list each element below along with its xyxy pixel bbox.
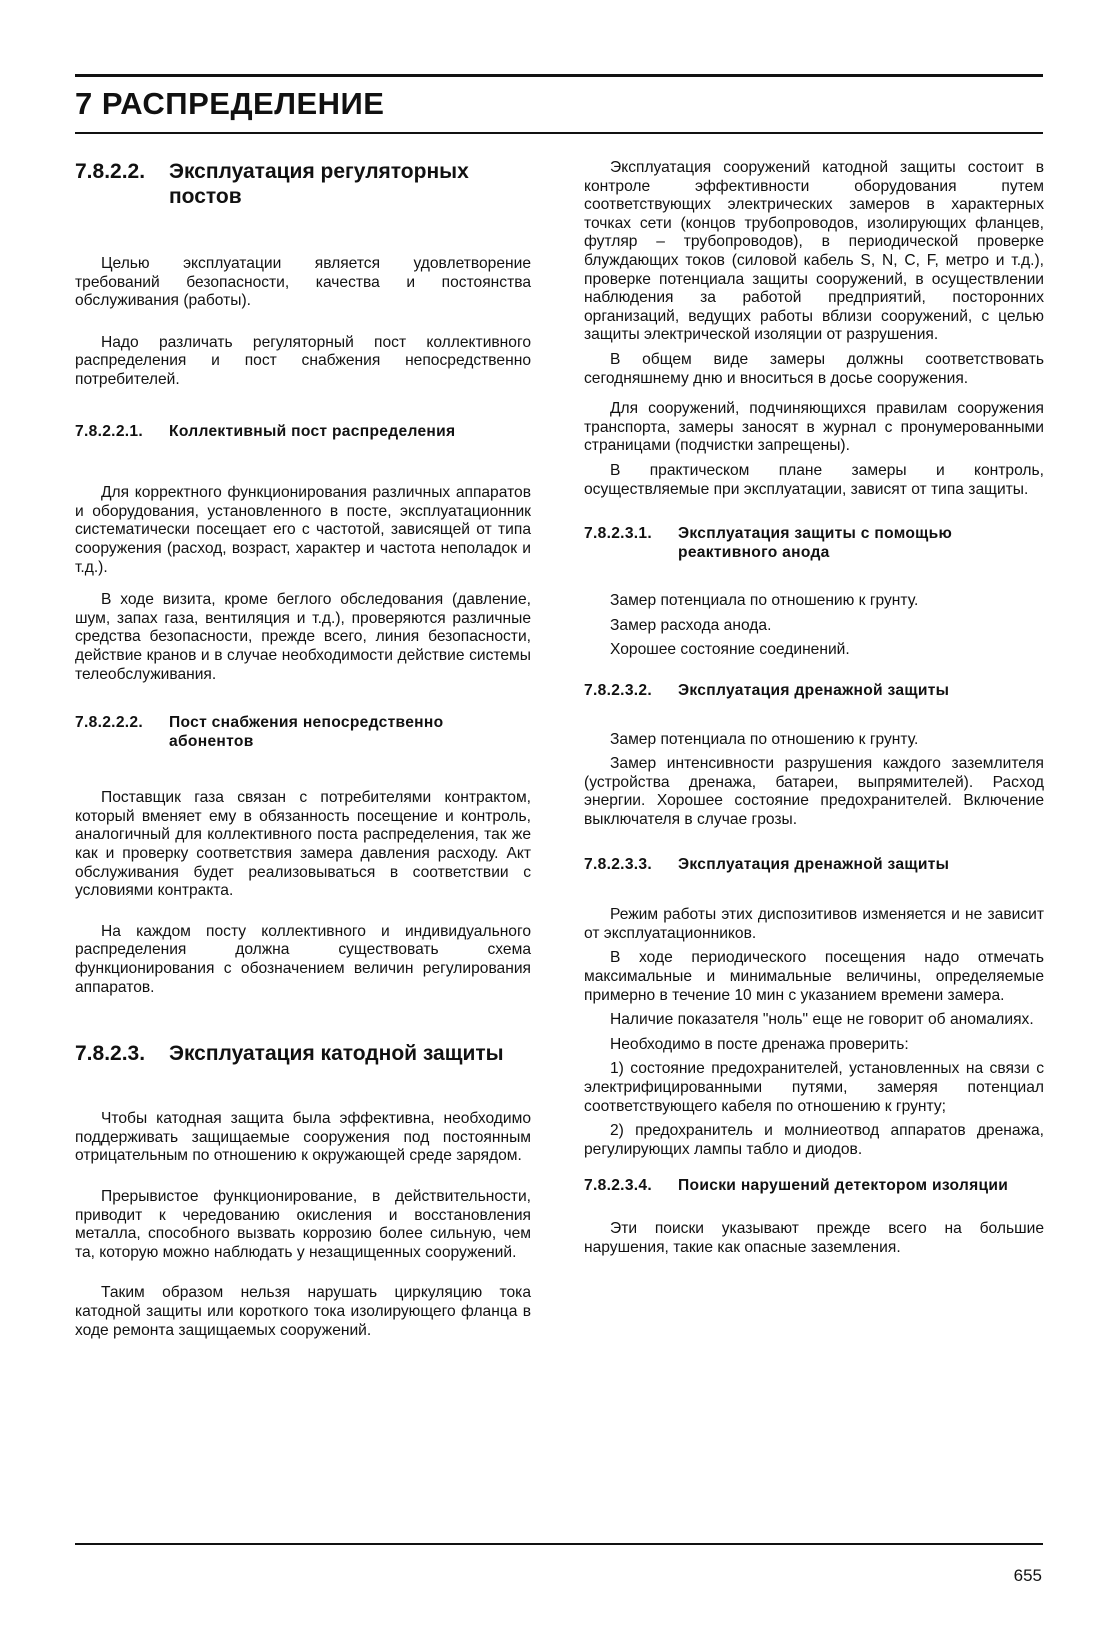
paragraph: Эти поиски указывают прежде всего на большие нарушения, такие как опасные заземления. bbox=[584, 1219, 1044, 1256]
section-title: Эксплуатация катодной защиты bbox=[169, 1042, 504, 1066]
subsection-title: Эксплуатация защиты с помощью реактивного анода bbox=[678, 525, 953, 561]
right-column bbox=[584, 159, 1044, 1271]
subsection-heading bbox=[75, 423, 531, 442]
paragraph: Поставщик газа связан с потребителями контрактом, который вменяет ему в обязанность посещение и контроль, аналогичный для коллективного поста распределения, так же как и проверку соответствия замера давления расходу. Акт обслуживания будет реализовываться в соответствии с условиями контракта. bbox=[75, 789, 531, 900]
section-title: Эксплуатация регуляторных постов bbox=[169, 160, 469, 208]
list-item: Замер потенциала по отношению к грунту. bbox=[610, 730, 919, 748]
paragraph: Для сооружений, подчиняющихся правилам сооружения транспорта, замеры заносят в журнал с пронумерованными страницами (подчистки запрещены). bbox=[584, 400, 1044, 455]
paragraph: Для корректного функционирования различных аппаратов и оборудования, установленного в посте, эксплуатационник систематически посещает его с частотой, зависящей от типа сооружения (расход, возраст, характер и частота неполадок и т.д.). bbox=[75, 484, 531, 576]
subsection-heading bbox=[584, 525, 1044, 562]
section-heading bbox=[75, 159, 531, 209]
subsection-title: Поиски нарушений детектором изоляции bbox=[678, 1177, 1009, 1195]
paragraph: 1) состояние предохранителей, установленных на связи с электрифицированными путями, замеряя потенциал соответствующего кабеля по отношению к грунту; bbox=[584, 1060, 1044, 1115]
list-item: Хорошее состояние соединений. bbox=[610, 641, 850, 659]
paragraph: Надо различать регуляторный пост коллективного распределения и пост снабжения непосредственно потребителей. bbox=[75, 333, 531, 388]
subsection-number: 7.8.2.2.1. bbox=[75, 422, 144, 440]
paragraph: В ходе визита, кроме беглого обследования (давление, шум, запах газа, вентиляция и т.д.), проверяются различные средства безопасности, прежде всего, линия безопасности, действие кранов и в случае необходимости действие системы телеобслуживания. bbox=[75, 591, 531, 683]
paragraph: Целью эксплуатации является удовлетворение требований безопасности, качества и постоянства обслуживания (работы). bbox=[75, 255, 531, 310]
list-item: Замер потенциала по отношению к грунту. bbox=[610, 592, 919, 610]
paragraph: Необходимо в посте дренажа проверить: bbox=[610, 1035, 909, 1053]
subsection-heading bbox=[584, 1177, 1044, 1196]
subsection-number: 7.8.2.3.3. bbox=[584, 855, 653, 873]
subsection-heading bbox=[584, 682, 1044, 701]
paragraph: На каждом посту коллективного и индивидуального распределения должна существовать схема функционирования с обозначением величин регулирования аппаратов. bbox=[75, 922, 531, 996]
page-number: 655 bbox=[1013, 1566, 1042, 1585]
paragraph: В ходе периодического посещения надо отмечать максимальные и минимальные величины, определяемые примерно в течение 10 мин с указанием времени замера. bbox=[584, 949, 1044, 1004]
paragraph: В общем виде замеры должны соответствовать сегодняшнему дню и вноситься в досье сооружения. bbox=[584, 350, 1044, 387]
section-number: 7.8.2.3. bbox=[75, 1042, 146, 1066]
subsection-number: 7.8.2.2.2. bbox=[75, 714, 144, 732]
paragraph: Наличие показателя "ноль" еще не говорит об аномалиях. bbox=[610, 1011, 1034, 1029]
paragraph: Таким образом нельзя нарушать циркуляцию тока катодной защиты или короткого тока изолирующего фланца в ходе ремонта защищаемых сооружений. bbox=[75, 1284, 531, 1339]
section-number: 7.8.2.2. bbox=[75, 160, 146, 183]
list-item: Замер расхода анода. bbox=[610, 616, 772, 634]
subsection-title: Пост снабжения непосредственно абонентов bbox=[169, 714, 444, 750]
section-heading bbox=[75, 1041, 531, 1066]
subsection-number: 7.8.2.3.2. bbox=[584, 682, 653, 700]
paragraph: В практическом плане замеры и контроль, осуществляемые при эксплуатации, зависят от типа защиты. bbox=[584, 461, 1044, 498]
header-top-rule bbox=[75, 74, 1043, 77]
subsection-heading bbox=[75, 714, 531, 751]
header-bottom-rule bbox=[75, 132, 1043, 134]
subsection-title: Эксплуатация дренажной защиты bbox=[678, 855, 950, 873]
paragraph: Эксплуатация сооружений катодной защиты состоит в контроле эффективности оборудования путем соответствующих электрических замеров в характерных точках сети (концов трубопроводов, изолирующих фланцев, футляр – трубопроводов), в периодической проверке блуждающих токов (силовой кабель S, N, C, F, метро и т.д.), проверке потенциала защиты сооружений, в осуществлении наблюдения за работой предприятий, посторонних организаций, ведущих работы вблизи сооружений, с целью защиты электрической изоляции от разрушения. bbox=[584, 159, 1044, 344]
subsection-heading bbox=[584, 856, 1044, 875]
subsection-title: Коллективный пост распределения bbox=[169, 422, 456, 440]
chapter-title: 7 РАСПРЕДЕЛЕНИЕ bbox=[75, 86, 385, 121]
paragraph: 2) предохранитель и молниеотвод аппаратов дренажа, регулирующих лампы табло и диодов. bbox=[584, 1122, 1044, 1158]
paragraph: Прерывистое функционирование, в действительности, приводит к чередованию окисления и восстановления металла, способного вызвать коррозию более сильную, чем та, которую можно наблюдать у незащищенных сооружений. bbox=[75, 1188, 531, 1261]
subsection-number: 7.8.2.3.1. bbox=[584, 525, 653, 543]
paragraph: Замер интенсивности разрушения каждого заземлителя (устройства дренажа, батареи, выпрямителей). Расход энергии. Хорошее состояние предохранителей. Включение выключателя в случае грозы. bbox=[584, 755, 1044, 829]
paragraph: Режим работы этих диспозитивов изменяется и не зависит от эксплуатационников. bbox=[584, 906, 1044, 942]
footer-rule bbox=[75, 1543, 1043, 1545]
subsection-number: 7.8.2.3.4. bbox=[584, 1177, 653, 1195]
left-column bbox=[75, 159, 531, 1354]
paragraph: Чтобы катодная защита была эффективна, необходимо поддерживать защищаемые сооружения под постоянным отрицательным по отношению к окружающей среде зарядом. bbox=[75, 1110, 531, 1165]
subsection-title: Эксплуатация дренажной защиты bbox=[678, 682, 950, 700]
